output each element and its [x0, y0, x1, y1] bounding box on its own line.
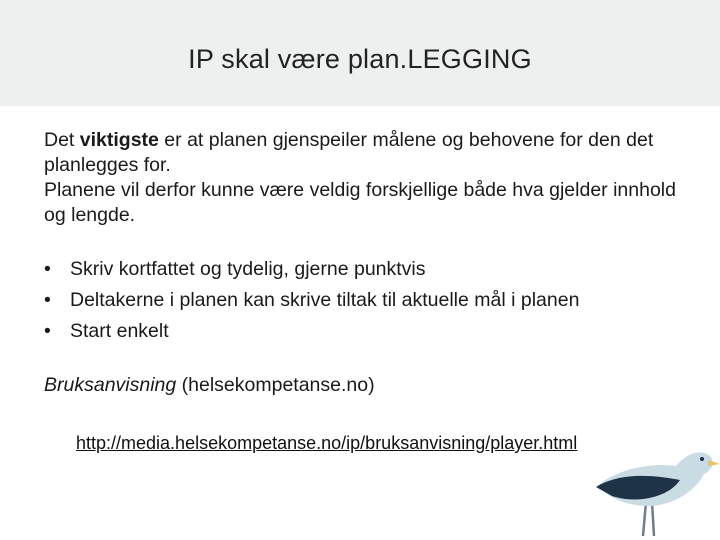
bruksanvisning-link[interactable]: http://media.helsekompetanse.no/ip/bruksanvisning/player.html: [76, 433, 578, 453]
intro-p1-suffix: er at planen gjenspeiler målene og behovene for den det planlegges for.: [44, 129, 654, 176]
seagull-icon: [588, 440, 720, 540]
source-site: (helsekompetanse.no): [176, 374, 375, 396]
intro-paragraph-1: [44, 128, 684, 178]
slide-title: IP skal være plan.LEGGING: [188, 44, 532, 74]
source-title: Bruksanvisning: [44, 374, 177, 396]
bullet-icon: [44, 316, 70, 347]
bullet-item: [44, 254, 684, 285]
intro-p1-prefix: Det: [44, 129, 80, 151]
slide-content: [44, 128, 684, 405]
bullet-text: Deltakerne i planen kan skrive tiltak til aktuelle mål i planen: [70, 289, 580, 311]
intro-paragraph-2: Planene vil derfor kunne være veldig forskjellige både hva gjelder innhold og lengde.: [44, 179, 676, 226]
bullet-icon: [44, 285, 70, 316]
bullet-text: Skriv kortfattet og tydelig, gjerne punktvis: [70, 258, 426, 280]
bullet-icon: [44, 254, 70, 285]
bullet-text: Start enkelt: [70, 320, 169, 342]
bullet-item: [44, 285, 684, 316]
source-line: [44, 373, 684, 398]
bullet-list: [44, 254, 684, 347]
intro-block: [44, 128, 684, 228]
bullet-item: [44, 316, 684, 347]
intro-p1-bold: viktigste: [79, 129, 159, 151]
